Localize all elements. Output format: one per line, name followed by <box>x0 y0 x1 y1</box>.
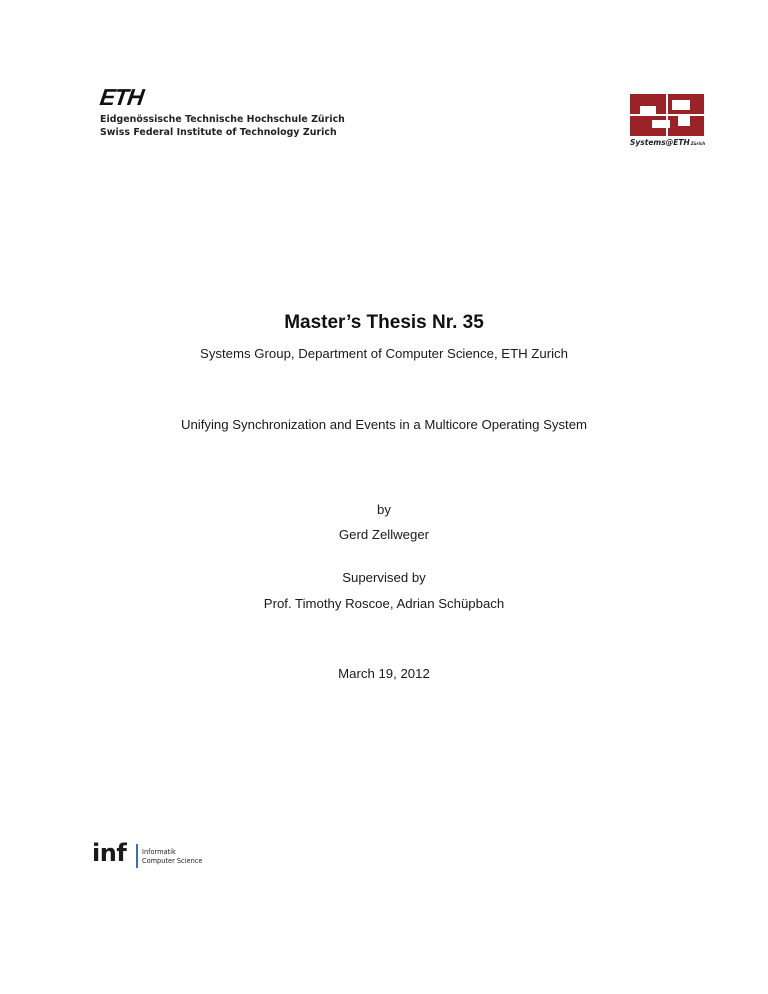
inf-logo-text <box>142 848 202 866</box>
eth-logo-block <box>100 86 345 139</box>
submission-date: March 19, 2012 <box>338 666 430 681</box>
supervised-label: Supervised by <box>342 570 426 585</box>
systems-logo-window-top-right <box>672 100 690 110</box>
inf-logo-line-2: Computer Science <box>142 857 203 865</box>
eth-name-german: Eidgenössische Technische Hochschule Zürich <box>100 114 345 125</box>
eth-name-english: Swiss Federal Institute of Technology Zurich <box>100 127 337 138</box>
supervisor-names: Prof. Timothy Roscoe, Adrian Schüpbach <box>263 596 505 611</box>
author-name: Gerd Zellweger <box>338 527 430 542</box>
systems-logo-caption <box>630 138 705 147</box>
systems-logo-window-top-left <box>640 106 656 114</box>
thesis-number-title: Master’s Thesis Nr. 35 <box>284 312 484 333</box>
inf-logo-line-1: Informatik <box>142 848 176 856</box>
systems-logo-eth: ETH <box>673 138 690 147</box>
eth-wordmark-logo: ETH <box>98 84 145 110</box>
inf-logo-bar <box>136 844 138 868</box>
systems-logo-city: Zürich <box>690 141 706 146</box>
systems-logo-name: Systems <box>630 138 666 147</box>
systems-logo-at: @ <box>665 138 674 147</box>
thesis-title: Unifying Synchronization and Events in a Multicore Operating System <box>180 417 588 432</box>
institution-line: Systems Group, Department of Computer Science, ETH Zurich <box>200 346 568 361</box>
inf-logo-word: inf <box>92 839 127 867</box>
systems-logo-window-bottom-right <box>678 116 690 126</box>
systems-logo-divider-vertical <box>666 94 668 136</box>
by-label: by <box>377 502 391 517</box>
